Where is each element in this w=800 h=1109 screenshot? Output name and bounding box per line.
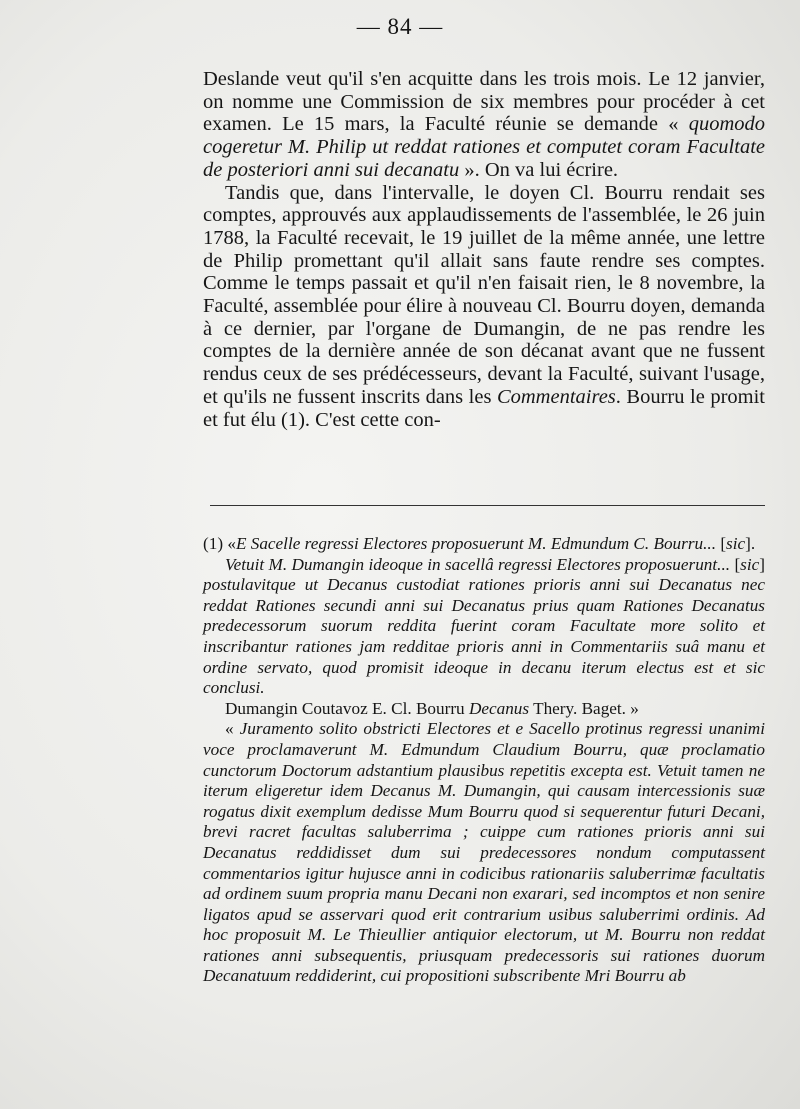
footnote-2-italic-b: sic bbox=[740, 554, 760, 574]
paragraph-1-latin-quote: quomodo cogeretur M. Philip ut reddat rationes et computet coram Facultate de posteriori anni sui decanatu bbox=[203, 113, 765, 181]
paragraph-2-text-a: Tandis que, dans l'intervalle, le doyen Cl. Bourru rendait ses comptes, approuvés aux applaudissements de l'assemblée, le 26 juin 1788, la Faculté recevait, le 19 juillet de la même année, une lettre de Philip promettant qu'il allait sans faute rendre ses comptes. Comme le temps passait et qu'il n'en faisait rien, le 8 novembre, la Faculté, assemblée pour élire à nouveau Cl. Bourru doyen, demanda à ce dernier, par l'organe de Dumangin, de ne pas rendre les comptes de la dernière année de son décanat avant que ne fussent rendus ceux de ses prédécesseurs, devant la Faculté, suivant l'usage, et qu'ils ne fussent inscrits dans les bbox=[203, 181, 765, 408]
footnote-para-2 bbox=[203, 555, 765, 699]
footnote-2-italic-c: postulavitque ut Decanus custodiat rationes prioris anni sui Decanatus nec reddat Rationes secundi anni sui Decanatus prius quam Rationes Decanatus predecessorum suorum reddita fuerint coram Facultate more solito et inscribantur rationes jam redditae prioris anni in Commentariis suâ manu et ordine servato, quod promisit ideoque in decanu iterum electus est et sic conclusi. bbox=[203, 575, 765, 698]
footnote-para-3 bbox=[203, 699, 765, 720]
footnote-3-italic: Decanus bbox=[468, 698, 530, 718]
footnote-1-italic-b: sic bbox=[726, 534, 746, 553]
paragraph-2-italic: Commentaires bbox=[496, 385, 616, 408]
footnote-3-text-a: Dumangin Coutavoz E. Cl. Bourru bbox=[225, 698, 469, 718]
main-text bbox=[203, 68, 765, 431]
footnote-1-text-a: (1) « bbox=[203, 534, 236, 553]
footnote-para-1 bbox=[203, 534, 765, 555]
footnote-2-text-a: [ bbox=[730, 554, 741, 574]
page-number: — 84 — bbox=[356, 14, 444, 39]
footnote-1-italic-a: E Sacelle regressi Electores proposuerunt M. Edmundum C. Bourru... bbox=[235, 534, 717, 553]
footnote-3-text-b: Thery. Baget. » bbox=[529, 698, 639, 718]
paragraph-1-text-b: ». On va lui écrire. bbox=[459, 158, 619, 181]
footnote-2-text-b: ] bbox=[759, 554, 765, 574]
footnote-4-text-a: « bbox=[225, 719, 240, 739]
paragraph-2 bbox=[203, 182, 765, 432]
paragraph-1 bbox=[203, 68, 765, 182]
footnote-para-4 bbox=[203, 719, 765, 987]
footnote bbox=[203, 534, 765, 987]
footnote-4-italic: Juramento solito obstricti Electores et e Sacello protinus regressi unanimi voce proclamaverunt M. Edmundum Claudium Bourru, quæ proclamatio cunctorum Doctorum adstantium plausibus repetitis excepta est. Vetuit tamen ne iterum eligeretur idem Decanus M. Dumangin, qui causam intercessionis suæ rogatus dixit exemplum dedisse Mum Bourru quod si sequerentur futuri Decani, brevi racret facultas saluberrima ; cuippe cum rationes prioris anni sui Decanatus reddidisset dum sui predecessores nondum computassent commentarios igitur hujusce anni in codicibus rationariis saluberrimæ facultatis ad ordinem suum propria manu Decani non exarari, sed incomptos et non senire ligatos apud se asservari quod erit contrarium usibus saluberrimi ordinis. Ad hoc proposuit M. Le Thieullier antiquior electorum, ut M. Bourru non reddat rationes anni subsequentis, priusquam predecessoris sui rationes duorum Decanatuum reddiderint, cui propositioni subscribente Mri Bourru ab bbox=[203, 719, 765, 986]
footnote-divider bbox=[210, 505, 765, 506]
footnote-1-text-b: [ bbox=[716, 534, 727, 553]
paragraph-1-text-a: Deslande veut qu'il s'en acquitte dans les trois mois. Le 12 janvier, on nomme une Commission de six membres pour procéder à cet examen. Le 15 mars, la Faculté réunie se demande « bbox=[203, 68, 765, 136]
footnote-1-text-c: ]. bbox=[745, 534, 756, 553]
footnote-2-italic-a: Vetuit M. Dumangin ideoque in sacellâ regressi Electores proposuerunt... bbox=[225, 554, 731, 574]
paragraph-2-text-b: . Bourru le promit et fut élu (1). C'est cette con- bbox=[203, 385, 765, 431]
